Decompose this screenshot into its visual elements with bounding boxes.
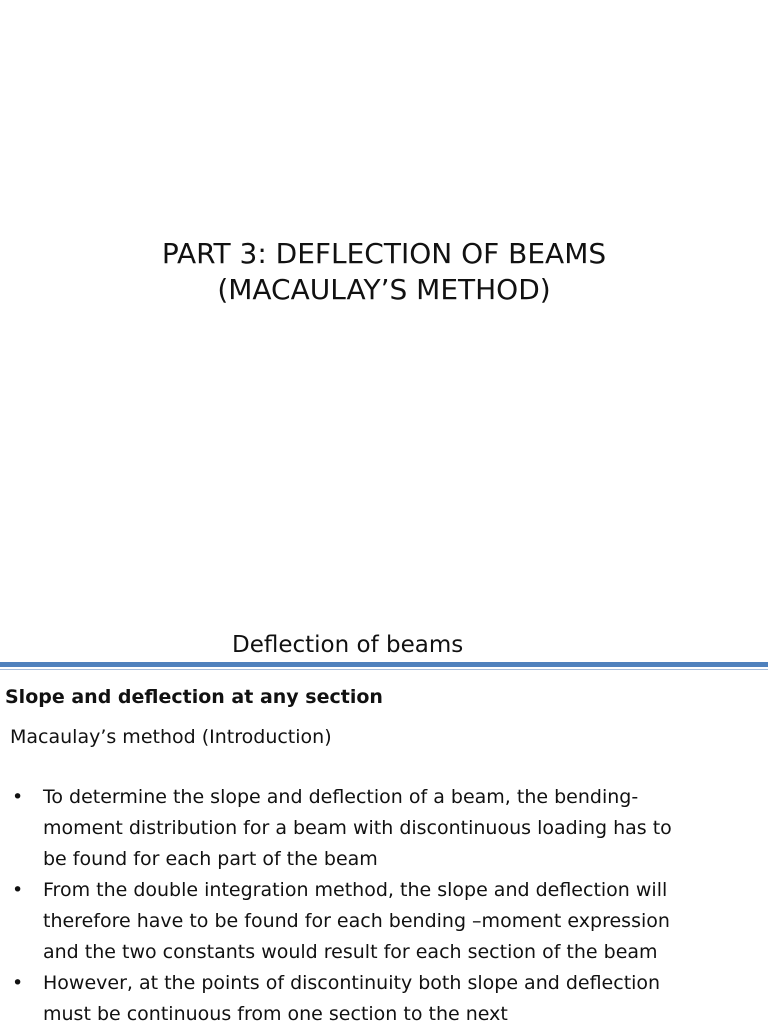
bullet-line: therefore have to be found for each bending –moment expression [43, 910, 670, 932]
bullet-list [12, 782, 752, 1030]
bullet-icon: • [12, 972, 24, 994]
slide-title [0, 236, 768, 308]
section-heading: Slope and deflection at any section [5, 686, 383, 708]
slide-title-line-1: PART 3: DEFLECTION OF BEAMS [161, 237, 607, 270]
bullet-line: To determine the slope and deflection of a beam, the bending- [43, 786, 639, 808]
bullet-line: and the two constants would result for each section of the beam [43, 941, 658, 963]
bullet-item [12, 875, 752, 968]
bullet-item [12, 968, 752, 1030]
content-slide-title: Deflection of beams [232, 632, 464, 658]
section-subheading: Macaulay’s method (Introduction) [10, 726, 332, 748]
title-divider [0, 662, 768, 667]
bullet-icon: • [12, 786, 24, 808]
title-divider-thin [0, 669, 768, 670]
bullet-line: moment distribution for a beam with discontinuous loading has to [43, 817, 672, 839]
content-slide [0, 612, 768, 1024]
bullet-icon: • [12, 879, 24, 901]
bullet-line: must be continuous from one section to the next [43, 1003, 508, 1025]
bullet-item [12, 782, 752, 875]
bullet-line: From the double integration method, the slope and deflection will [43, 879, 668, 901]
slide-title-line-2: (MACAULAY’S METHOD) [217, 273, 551, 306]
bullet-line: However, at the points of discontinuity both slope and deflection [43, 972, 661, 994]
bullet-line: be found for each part of the beam [43, 848, 378, 870]
